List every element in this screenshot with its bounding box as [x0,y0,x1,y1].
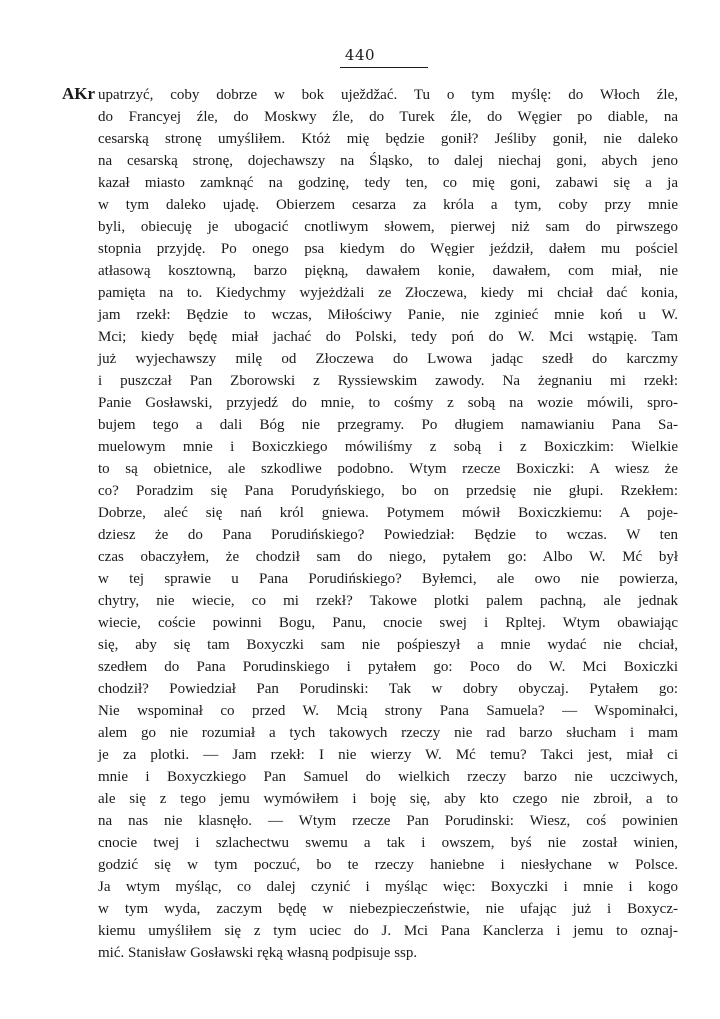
text-line: do Francyej źle, do Moskwy źle, do Turek źle, do Węgier po diable, na [98,109,678,125]
text-line: je za plotki. — Jam rzekł: I nie wierzy W. Mć temu? Takci jest, miał ci [98,747,678,763]
text-line: w tej sprawie u Pana Porudińskiego? Byłemci, ale owo nie powierza, [98,571,678,587]
text-line: na nas nie klasnęło. — Wtym rzecze Pan Porudinski: Wiesz, coś powinien [98,813,678,829]
text-line: chytry, nie wiecie, co mi rzekł? Takowe plotki palem pachną, ale jednak [98,593,678,609]
text-line: i puszczał Pan Zborowski z Ryssiewskim zawody. Na żegnaniu mi rzekł: [98,373,678,389]
text-line: Nie wspominał co przed W. Mcią strony Pana Samuela? — Wspominałci, [98,703,678,719]
text-line: upatrzyć, coby dobrze w bok uježdžać. Tu o tym myślę: do Włoch źle, [98,87,678,103]
text-line: dziesz że do Pana Porudińskiego? Powiedział: Będzie to wczas. W ten [98,527,678,543]
body-text [98,84,678,964]
text-line: kazał miasto zamknąć na godzinę, tedy ten, co mię goni, zabawi się a ja [98,175,678,191]
text-line: szedłem do Pana Porudinskiego i pytałem go: Poco do W. Mci Boxiczki [98,659,678,675]
text-line: bujem tego a dali Bóg nie przegramy. Po długiem namawianiu Pana Sa- [98,417,678,433]
text-line: muelowym mnie i Boxiczkiego mówiliśmy z sobą i z Boxiczkim: Wielkie [98,439,678,455]
text-line: atłasową kosztowną, barzo piękną, dawałem konie, dawałem, com miał, nie [98,263,678,279]
text-line: w tym wyda, zaczym będę w niebezpieczeństwie, nie ufając już i Boxycz- [98,901,678,917]
margin-siglum: AKr [62,84,96,103]
text-line: stopnia przyjdę. Po onego psa kiedym do Węgier jeździł, dałem mu pościel [98,241,678,257]
text-line: mić. Stanisław Gosławski ręką własną podpisuje ssp. [98,945,418,961]
text-line: kiemu umyśliłem się z tym uciec do J. Mci Pana Kanclerza i jemu to oznaj- [98,923,678,939]
text-line: mnie i Boxyczkiego Pan Samuel do wielkich rzeczy barzo nie uczciwych, [98,769,678,785]
text-line: Mci; kiedy będę miał jachać do Polski, tedy poń do W. Mci wstąpię. Tam [98,329,678,345]
text-line: Dobrze, aleć się nań król gniewa. Potymem mówił Boxiczkiemu: A poje- [98,505,678,521]
text-line: cnocie twej i szlachectwu swemu a tak i owszem, byś nie został winien, [98,835,678,851]
text-line: ale się z tego jemu wymówiłem i boję się, aby kto czego nie zbroił, a to [98,791,678,807]
text-line: to są obietnice, ale szkodliwe podobno. Wtym rzecze Boxiczki: A wiesz że [98,461,678,477]
text-line: byli, obiecuję je ubogacić cnotliwym słowem, pierwej niż sam do pirwszego [98,219,678,235]
text-line: na cesarską stronę, dojechawszy na Śląsko, to dalej niechaj goni, abych jeno [98,153,678,169]
text-line: jam rzekł: Będzie to wczas, Miłościwy Panie, nie zginieć mnie koń u W. [98,307,678,323]
text-line: Panie Gosławski, przyjedź do mnie, to cośmy z sobą na wozie mówili, spro- [98,395,678,411]
page-number: 440 [344,46,376,64]
text-line: już wyjechawszy milę od Złoczewa do Lwowa jadąc szedł do karczmy [98,351,678,367]
text-line: co? Poradzim się Pana Porudyńskiego, bo on przedsię nie głupi. Rzekłem: [98,483,678,499]
text-line: wiecie, coście powinni Bogu, Panu, cnocie swej i Rpltej. Wtym obawiając [98,615,678,631]
text-line: godzić się w tym poczuć, bo te rzeczy haniebne i niesłychane w Polsce. [98,857,678,873]
page-number-rule [340,67,428,68]
text-line: pamięta na to. Kiedychmy wyjeżdżali ze Złoczewa, kiedy mi chciał dać konia, [98,285,678,301]
text-line: się, aby się tam Boxyczki sam nie pośpieszył a mnie wydać nie chciał, [98,637,678,653]
text-line: Ja wtym myśląc, co dalej czynić i myśląc więc: Boxyczki i mnie i kogo [98,879,678,895]
text-line: cesarską stronę umyśliłem. Któż mię będzie gonił? Jeśliby gonił, nie daleko [98,131,678,147]
text-line: chodził? Powiedział Pan Porudinski: Tak w dobry obyczaj. Pytałem go: [98,681,678,697]
text-line: w tym daleko ujadę. Obierzem cesarza za króla a tym, coby przy mnie [98,197,678,213]
text-line: alem go nie rozumiał a tych takowych rzeczy nie rad barzo słucham i mam [98,725,678,741]
text-line: czas obaczyłem, że chodził sam do niego, pytałem go: Albo W. Mć był [98,549,678,565]
